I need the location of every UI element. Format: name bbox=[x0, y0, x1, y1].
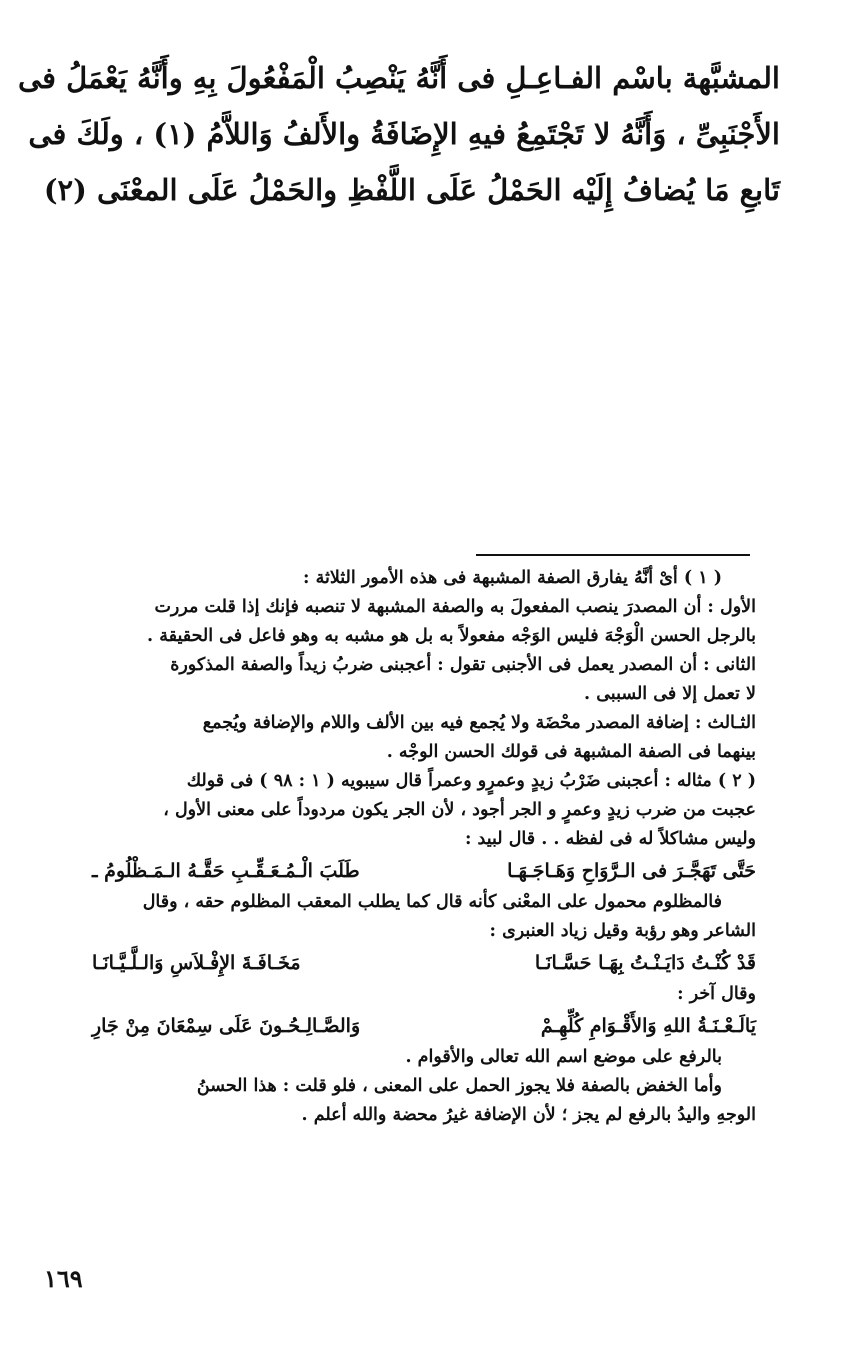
footnote-line: وقال آخر : bbox=[677, 984, 756, 1004]
verse-first-hemistich: حَتَّى تَهَجَّـرَ فى الـرَّوَاحِ وَهَـاجَـهَـا bbox=[507, 860, 756, 882]
footnote-line: وأما الخفض بالصفة فلا يجوز الحمل على المعنى ، فلو قلت : هذا الحسنُ bbox=[196, 1076, 722, 1096]
main-text-line: الأَجْنَبِىِّ ، وَأَنَّهُ لا تَجْتَمِعُ فيهِ الإِضَافَةُ والأَلفُ وَاللاَّمُ (١) ، ولَكَ فى bbox=[28, 117, 780, 151]
footnote-separator bbox=[476, 554, 750, 556]
verse-second-hemistich: وَالصَّـالِـحُـونَ عَلَى سِمْعَانَ مِنْ جَارِ bbox=[92, 1015, 361, 1037]
footnote-line: بالرفع على موضع اسم الله تعالى والأقوام . bbox=[405, 1047, 722, 1067]
footnote-line: بالرجل الحسن الْوَجْهَ فليس الوَجْه مفعولاً به بل هو مشبه به وهو فاعل فى الحقيقة . bbox=[147, 626, 756, 646]
poetry-verse bbox=[92, 1009, 756, 1043]
poetry-verse bbox=[92, 946, 756, 980]
verse-second-hemistich: مَخَـافَـةَ الإِفْـلاَسِ وَالـلَّـيَّـانَـا bbox=[92, 952, 301, 974]
main-text-line: تَابعِ مَا يُضافُ إِلَيْه الحَمْلُ عَلَى اللَّفْظِ والحَمْلُ عَلَى المعْنَى (٢) bbox=[43, 173, 780, 207]
footnote-line: ( ٢ ) مثاله : أعجبنى ضَرْبُ زيدٍ وعمرٍو وعمراً قال سيبويه ( ١ : ٩٨ ) فى قولك bbox=[186, 771, 756, 791]
main-text-line: المشبَّهة باسْم الفـاعِـلِ فى أَنَّهُ يَنْصِبُ الْمَفْعُولَ بِهِ وأَنَّهُ يَعْمَلُ فى bbox=[18, 61, 780, 95]
footnote-line: بينهما فى الصفة المشبهة فى قولك الحسن الوجْه . bbox=[386, 742, 756, 762]
verse-second-hemistich: طَلَبَ الْـمُـعَـقِّـبِ حَقَّـهُ الـمَـظْلُومُ ـ bbox=[92, 860, 360, 882]
page-number: ١٦٩ bbox=[44, 1264, 83, 1293]
footnote-line: الوجهِ واليدُ بالرفع لم يجز ؛ لأن الإضافة غيرُ محضة والله أعلم . bbox=[301, 1105, 756, 1125]
footnote-line: الثـالث : إضافة المصدر محْضَة ولا يُجمع فيه بين الألف واللام والإضافة ويُجمع bbox=[202, 713, 756, 733]
poetry-verse bbox=[92, 854, 756, 888]
verse-first-hemistich: قَدْ كُنْـتُ دَايَـنْـتُ بِهَـا حَسَّـانَـا bbox=[534, 952, 756, 974]
footnote-line: وليس مشاكلاً له فى لفظه . . قال لبيد : bbox=[464, 829, 756, 849]
footnotes bbox=[92, 564, 756, 1130]
footnote-line: ( ١ ) أىْ أنَّهُ يفارق الصفة المشبهة فى هذه الأمور الثلاثة : bbox=[303, 568, 722, 588]
footnote-line: لا تعمل إلا فى السببى . bbox=[584, 684, 756, 704]
main-text bbox=[18, 50, 780, 218]
footnote-line: عجبت من ضرب زيدٍ وعمرٍ و الجر أجود ، لأن الجر يكون مردوداً على معنى الأول ، bbox=[163, 800, 756, 820]
footnote-line: الشاعر وهو رؤبة وقيل زياد العنبرى : bbox=[489, 921, 756, 941]
verse-first-hemistich: يَالَـعْـنَـةُ اللهِ وَالأَقْـوَامِ كُلِّهِـمْ bbox=[540, 1015, 756, 1037]
footnote-line: فالمظلوم محمول على المعْنى كأنه قال كما يطلب المعقب المظلوم حقه ، وقال bbox=[142, 892, 722, 912]
footnote-line: الأول : أن المصدرَ ينصب المفعولَ به والصفة المشبهة لا تنصبه فإنك إذا قلت مررت bbox=[154, 597, 756, 617]
footnote-line: الثانى : أن المصدر يعمل فى الأجنبى تقول : أعجبنى ضربُ زيداً والصفة المذكورة bbox=[170, 655, 756, 675]
